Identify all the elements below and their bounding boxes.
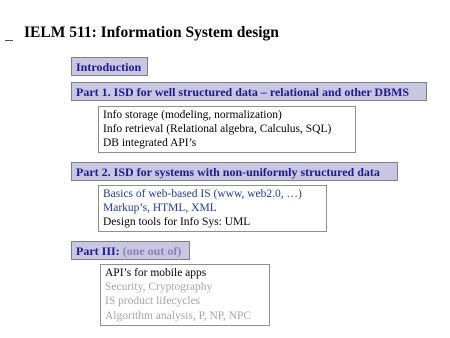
section-introduction-label: Introduction — [76, 60, 142, 74]
section-part1 — [71, 82, 427, 101]
part3-topic-list — [100, 264, 270, 326]
list-item: Info retrieval (Relational algebra, Calculus, SQL) — [103, 123, 332, 136]
section-part2 — [71, 162, 398, 181]
part2-topic-list — [98, 185, 327, 232]
section-part1-label: Part 1. ISD for well structured data – relational and other DBMS — [76, 85, 410, 99]
list-item: API’s for mobile apps — [105, 267, 207, 279]
title-rule — [5, 40, 13, 41]
list-item: Basics of web-based IS (www, web2.0, …) — [103, 188, 302, 200]
section-part3-label: Part III: — [76, 244, 120, 258]
list-item: Info storage (modeling, normalization) — [103, 109, 282, 121]
list-item: IS product lifecycles — [105, 295, 201, 308]
list-item: Algorithm analysis, P, NP, NPC — [105, 309, 252, 322]
list-item: Markup’s, HTML, XML — [103, 202, 217, 215]
list-item: DB integrated API’s — [103, 137, 197, 150]
section-introduction — [71, 57, 148, 76]
part1-topic-list — [98, 106, 356, 153]
list-item: Security, Cryptography — [105, 281, 213, 294]
slide-title: IELM 511: Information System design — [24, 24, 279, 41]
section-part3-note: (one out of) — [122, 244, 182, 258]
list-item: Design tools for Info Sys: UML — [103, 216, 251, 229]
section-part3 — [71, 241, 190, 260]
section-part2-label: Part 2. ISD for systems with non-uniformly structured data — [76, 165, 380, 179]
